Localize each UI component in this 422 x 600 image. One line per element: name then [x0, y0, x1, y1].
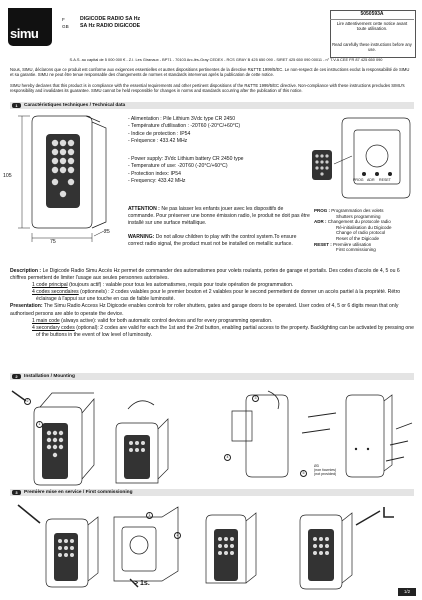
key-icon [10, 318, 32, 325]
warning-en-label: WARNING: [128, 234, 155, 240]
notice-en: Read carefully these instructions before any use. [332, 42, 412, 53]
section-2-title: Installation / Mounting [24, 374, 75, 379]
title-f: DIGICODE RADIO SA Hz [80, 16, 141, 22]
installation-drawings [10, 383, 414, 491]
lang-gb: GB [62, 24, 69, 29]
description-en-text: The Simu Radio Access Hz Digicode enables controls for roller shutters, gates and garage doors to be operated. User codes of 4, 5 or 6 digits mean that only authorised persons are able to operate the device. [10, 303, 399, 317]
screw-note [314, 464, 336, 477]
prog-en: Shutters programming [336, 213, 381, 219]
rotate-arrow [268, 391, 279, 409]
description-fr [10, 268, 416, 282]
keys-icon [10, 325, 32, 332]
screwdriver-icon [356, 511, 380, 525]
commission-step-2: 2 [174, 532, 181, 539]
page-number: 1/2 [398, 588, 416, 596]
allen-key-icon [384, 507, 394, 517]
description-fr-text: Le Digicode Radio Simu Accès Hz permet de commander des automatismes pour volets roulants, portes de garage et portails. Des codes d'accès de 4, 5 ou 6 chiffres permettent de limiter l'usage aux seules personnes autorisées. [10, 268, 400, 282]
install-step-4: 4 [224, 454, 231, 461]
warning-en [128, 234, 310, 248]
circuit-board-drawing [308, 112, 416, 208]
section-1-title: Caractéristiques techniques / Technical data [24, 103, 126, 108]
section-2-number: 2 [12, 374, 21, 379]
commissioning-drawings [10, 499, 414, 591]
install-step-back-plate [232, 395, 288, 477]
sec-code-fr-text: (optionnels) : 2 codes valables pour le premier bouton et 2 valables pour le second permettent de donner un accès partiel à la propriété. Rétro éclairage à l'appui sur une touche en cas de faible luminosité. [36, 289, 401, 303]
warning-en-text: Do not allow children to play with the control system.To ensure correct radio signal, the product must not be installed on metallic surface. [128, 234, 297, 248]
adr-fr: Changement du protocole radio [327, 219, 391, 225]
sec-code-fr [10, 289, 416, 303]
install-step-1: 1 [36, 421, 43, 428]
main-code-en-label: 1 main code [32, 317, 60, 324]
simu-logo [8, 8, 52, 46]
board-buttons [362, 172, 392, 176]
main-code-en-text: (always active): valid for both automatic control devices and for every programming operation. [61, 317, 273, 324]
brand-wordmark: simu [10, 26, 39, 41]
intro-fr: Nous, SIMU, déclarons que ce produit est conforme aux exigences essentielles et autres dispositions pertinentes de la directive R&TTE 1999/5/EC. Le non-respect de ces instructions exclut la responsabilité de SIMU et sa garantie. SIMU ne peut être tenue responsable des changements de normes et standards intervenus après la publication de cette notice. [10, 67, 410, 78]
spec-fr-2: - Indice de protection : IP54 [128, 130, 191, 137]
spec-en-0: - Power supply: 3Vdc Lithium battery CR 2450 type [128, 156, 244, 162]
screw-note-size: Ø3 [314, 464, 319, 468]
adr-en2: Reset of the Digicode [336, 235, 380, 241]
screws-icon [302, 413, 412, 461]
screw-note-en: (not provided) [314, 472, 337, 477]
adr-fr2: Ré-initialisation du Digicode [336, 224, 392, 230]
install-step-wall-mount [346, 395, 392, 477]
battery-icon [130, 536, 148, 554]
small-keypad [312, 150, 332, 180]
description-block [10, 268, 416, 339]
specs-fr [128, 116, 308, 145]
spec-en-3: - Frequency: 433.42 MHz [128, 177, 186, 184]
document-ref: 5050593A [360, 11, 384, 17]
section-1-bar [10, 102, 414, 109]
device-dimension-drawing [10, 112, 128, 254]
description-en-label: Presentation: [10, 303, 43, 310]
intro-en: SIMU hereby declares that this product is in compliance with the essential requirements and other pertinent dispositions of the R&TTE 1999/5/EC directive. Non-compliance with these instructions precludes SIMU's responsibility and invalidates its guarantee. SIMU cannot be held responsible for changes in norms and standards occurring after the publication of this notice. [10, 83, 405, 94]
warning-fr-text: Ne pas laisser les enfants jouer avec les dispositifs de commande. Pour préserver une bonne émission radio, le produit ne doit pas être installé sur une surface métallique. [128, 206, 310, 227]
reset-en: First commissioning [336, 247, 376, 253]
main-code-en [10, 318, 416, 325]
warning-fr-label: ATTENTION : [128, 206, 160, 212]
sec-code-en-label: 4 secondary codes [32, 324, 75, 331]
adr-en: Change of radio protocol [336, 230, 386, 236]
warning-fr [128, 206, 310, 228]
lang-f: F [62, 17, 65, 22]
title-gb: SA Hz RADIO DIGICODE [80, 23, 141, 29]
screwdriver-icon [18, 505, 40, 523]
board-label-reset: RESET [379, 178, 391, 182]
spec-fr-0: - Alimentation : Pile Lithium 3Vdc type CR 2450 [128, 116, 236, 122]
company-line: S.A.S. au capital de 5 000 000 € - Z.I. Les Giranaux - BP71 - 70103 Arc-lès-Gray CEDEX - RCS GRAY B 425 650 090 - SIRET 425 650 090 00011 - n° T.V.A CEE FR 87 425 650 090 [69, 57, 383, 62]
dim-width-label: 75 [50, 239, 56, 245]
adr-label: ADR : [314, 219, 327, 225]
install-step-5: 5 [300, 470, 307, 477]
section-3-bar [10, 489, 414, 496]
reset-label: RESET : [314, 241, 332, 247]
dim-height-label: 105 [3, 173, 12, 179]
install-step-2: 2 [24, 398, 31, 405]
install-step-3: 3 [252, 395, 259, 402]
lift-arrow [128, 401, 154, 409]
specs-en [128, 156, 308, 185]
main-code-fr-text: (toujours actif) : valable pour tous les automatismes, requis pour toute opération de programmation. [69, 282, 294, 289]
notice-fr: Lire attentivement cette notice avant toute utilisation. [336, 21, 408, 31]
screw-note-fr: (non fournies) [314, 468, 337, 473]
board-legend [314, 208, 418, 253]
dim-depth-label: 25 [104, 229, 110, 235]
key-icon [10, 282, 32, 289]
battery-icon [366, 145, 388, 167]
commission-step-1: 1 [146, 512, 153, 519]
description-fr-label: Description : [10, 268, 42, 274]
main-code-fr [10, 282, 416, 289]
main-code-fr-label: 1 code principal [32, 282, 68, 289]
sec-code-en [10, 325, 416, 339]
board-label-prog: PROG [353, 178, 364, 182]
pointer-arrow [334, 156, 352, 164]
prog-fr: Programmation des volets [331, 208, 384, 213]
press-duration-label: > 1s. [134, 580, 150, 587]
section-3-title: Première mise en service / First commissioning [24, 490, 133, 495]
spec-en-1: - Temperature of use: -20T60 (-20°C/+60°C) [128, 163, 228, 170]
reset-fr: Première utilisation [333, 241, 372, 247]
open-case-outline [342, 118, 410, 198]
spec-fr-1: - Température d'utilisation : -20T60 (-20°C/+60°C) [128, 123, 241, 130]
description-en [10, 303, 416, 317]
section-3-number: 3 [12, 490, 21, 495]
section-2-bar [10, 373, 414, 380]
prog-label: PROG : [314, 208, 331, 213]
board-label-adr: ADR [367, 178, 375, 182]
keys-icon [10, 289, 32, 296]
sec-code-en-text: (optional): 2 codes are valid for each the 1st and the 2nd button, enabling partial access to the property. Backlighting can be activated by pressing one of the buttons in the event of low level of luminosity. [36, 324, 414, 338]
spec-fr-3: - Fréquence : 433.42 MHz [128, 137, 188, 144]
ref-divider [330, 19, 414, 20]
sec-code-fr-label: 4 codes secondaires [32, 289, 79, 296]
spec-en-2: - Protection index: IP54 [128, 170, 181, 177]
section-1-number: 1 [12, 103, 21, 108]
